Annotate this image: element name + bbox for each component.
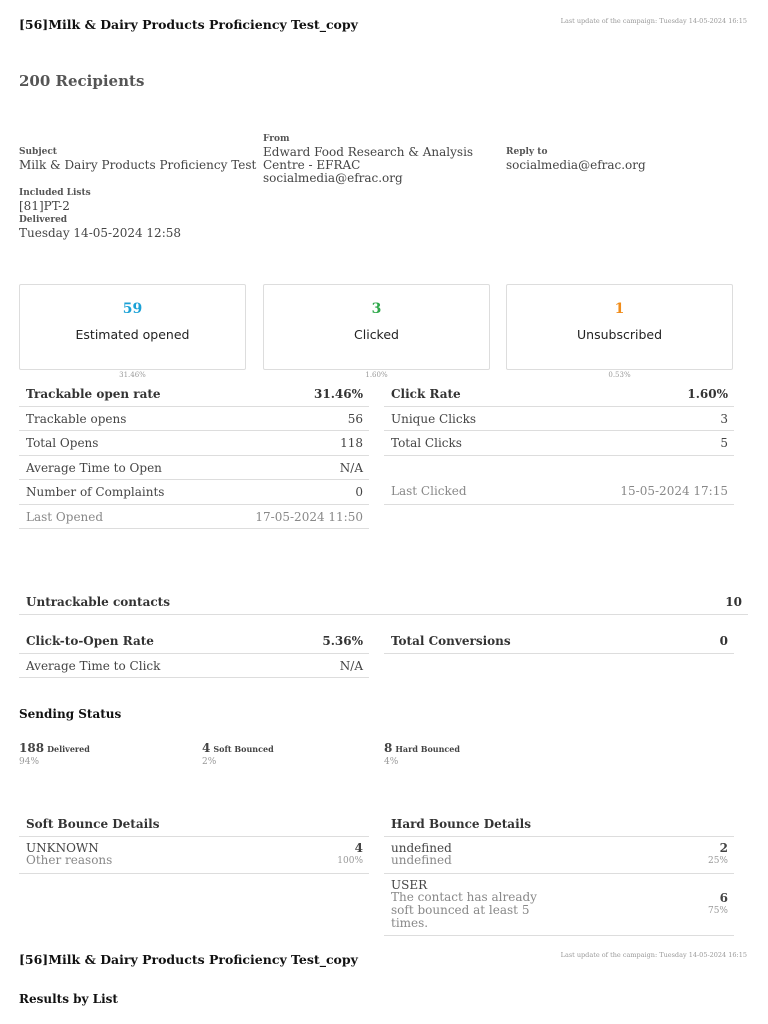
card-label: Unsubscribed [577, 327, 662, 342]
bounce-count: 2 [719, 841, 728, 855]
bounce-percent: 100% [337, 856, 363, 866]
table-row [384, 874, 734, 936]
stat-value: 10 [725, 595, 742, 609]
status-number: 4 [202, 741, 211, 755]
card-estimated-opened [19, 284, 246, 370]
stat-label: Trackable opens [26, 411, 127, 426]
table-row [384, 431, 734, 456]
stat-label: Unique Clicks [391, 411, 477, 426]
stat-value: 0 [719, 634, 728, 648]
stat-label: Average Time to Open [26, 460, 162, 475]
stat-value: 17-05-2024 11:50 [255, 509, 363, 524]
stat-value: 3 [720, 411, 728, 426]
reply-to-value: socialmedia@efrac.org [506, 158, 646, 172]
table-row [19, 590, 748, 615]
stat-value: 56 [347, 411, 363, 426]
stat-value: N/A [339, 460, 363, 475]
stat-label: Trackable open rate [26, 387, 161, 401]
card-number: 3 [371, 301, 382, 317]
card-unsubscribed [506, 284, 733, 370]
subject-label: Subject [19, 147, 57, 157]
stat-label: Click-to-Open Rate [26, 634, 154, 648]
status-percent: 94% [19, 757, 40, 767]
card-number: 59 [122, 301, 143, 317]
status-label: Delivered [47, 744, 90, 754]
subject-value: Milk & Dairy Products Proficiency Test [19, 158, 257, 172]
recipients-count: 200 Recipients [19, 72, 145, 90]
from-email: socialmedia@efrac.org [263, 171, 403, 185]
bounce-name: UNKNOWN [26, 841, 99, 855]
untrackable-table [19, 590, 748, 615]
stat-value: 5.36% [322, 634, 363, 648]
campaign-title-page-2: [56]Milk & Dairy Products Proficiency Test_copy [19, 952, 358, 967]
from-name-line1: Edward Food Research & Analysis [263, 145, 474, 159]
table-row [384, 456, 734, 505]
click-stats-table [384, 382, 734, 505]
delivered-label: Delivered [19, 215, 68, 225]
bounce-reason: undefined [391, 853, 452, 867]
table-header [384, 812, 734, 837]
bounce-reason: Other reasons [26, 853, 113, 867]
stat-value: 0 [355, 485, 363, 499]
status-label: Soft Bounced [213, 744, 274, 754]
card-percent: 31.46% [119, 371, 146, 379]
table-row [384, 407, 734, 432]
hard-bounce-table [384, 812, 734, 936]
click-to-open-table [19, 629, 369, 678]
stat-label: Number of Complaints [26, 485, 165, 499]
bounce-percent: 25% [707, 856, 728, 866]
status-percent: 2% [202, 757, 217, 767]
reply-to-label: Reply to [506, 147, 548, 157]
open-stats-table [19, 382, 369, 529]
table-row [384, 382, 734, 407]
campaign-title: [56]Milk & Dairy Products Proficiency Test_copy [19, 17, 358, 32]
table-row [19, 382, 369, 407]
stat-value: 15-05-2024 17:15 [620, 483, 728, 498]
bounce-count: 6 [719, 891, 728, 905]
table-header [19, 812, 369, 837]
status-label: Hard Bounced [395, 744, 460, 754]
conversions-table [384, 629, 734, 654]
soft-bounce-table [19, 812, 369, 874]
table-row [384, 629, 734, 654]
stat-value: 118 [340, 436, 363, 450]
bounce-name: USER [391, 878, 428, 892]
card-clicked [263, 284, 490, 370]
stat-label: Last Opened [26, 509, 104, 524]
card-number: 1 [614, 301, 625, 317]
from-name-line2: Centre - EFRAC [263, 158, 361, 172]
soft-bounce-title: Soft Bounce Details [26, 817, 160, 831]
stat-label: Total Conversions [391, 634, 511, 648]
delivered-value: Tuesday 14-05-2024 12:58 [19, 226, 182, 240]
table-row [19, 629, 369, 654]
card-percent: 0.53% [608, 371, 631, 379]
bounce-reason-line: soft bounced at least 5 [391, 903, 530, 917]
status-percent: 4% [384, 757, 399, 767]
bounce-count: 4 [354, 841, 363, 855]
stat-label: Total Clicks [391, 436, 462, 450]
status-delivered [19, 737, 90, 756]
bounce-reason-line: times. [391, 916, 429, 930]
card-label: Estimated opened [75, 327, 190, 342]
table-row [19, 431, 369, 456]
last-update-text: Last update of the campaign: Tuesday 14-05-2024 16:15 [560, 17, 747, 25]
card-label: Clicked [354, 327, 399, 342]
stat-label: Total Opens [26, 436, 99, 450]
table-row [19, 407, 369, 432]
included-lists-label: Included Lists [19, 188, 91, 198]
bounce-percent: 75% [707, 906, 728, 916]
included-lists-value: [81]PT-2 [19, 199, 70, 213]
hard-bounce-title: Hard Bounce Details [391, 817, 531, 831]
last-update-text-page-2: Last update of the campaign: Tuesday 14-05-2024 16:15 [560, 951, 747, 959]
stat-value: N/A [339, 658, 363, 673]
sending-status-title: Sending Status [19, 707, 122, 721]
status-number: 188 [19, 741, 45, 755]
stat-label: Average Time to Click [26, 658, 161, 673]
bounce-reason-line: The contact has already [391, 890, 537, 904]
table-row [19, 505, 369, 530]
status-hard-bounced [384, 737, 460, 756]
status-number: 8 [384, 741, 393, 755]
stat-label: Untrackable contacts [26, 595, 170, 609]
card-percent: 1.60% [365, 371, 388, 379]
table-row [19, 837, 369, 874]
table-row [19, 654, 369, 679]
table-row [384, 837, 734, 874]
from-label: From [263, 134, 290, 144]
table-row [19, 456, 369, 481]
stat-value: 5 [720, 436, 728, 450]
table-row [19, 480, 369, 505]
status-soft-bounced [202, 737, 274, 756]
bounce-name: undefined [391, 841, 452, 855]
results-by-list-title: Results by List [19, 992, 118, 1006]
stat-value: 31.46% [314, 387, 363, 401]
stat-label: Click Rate [391, 387, 461, 401]
stat-value: 1.60% [687, 387, 728, 401]
stat-label: Last Clicked [391, 483, 467, 498]
